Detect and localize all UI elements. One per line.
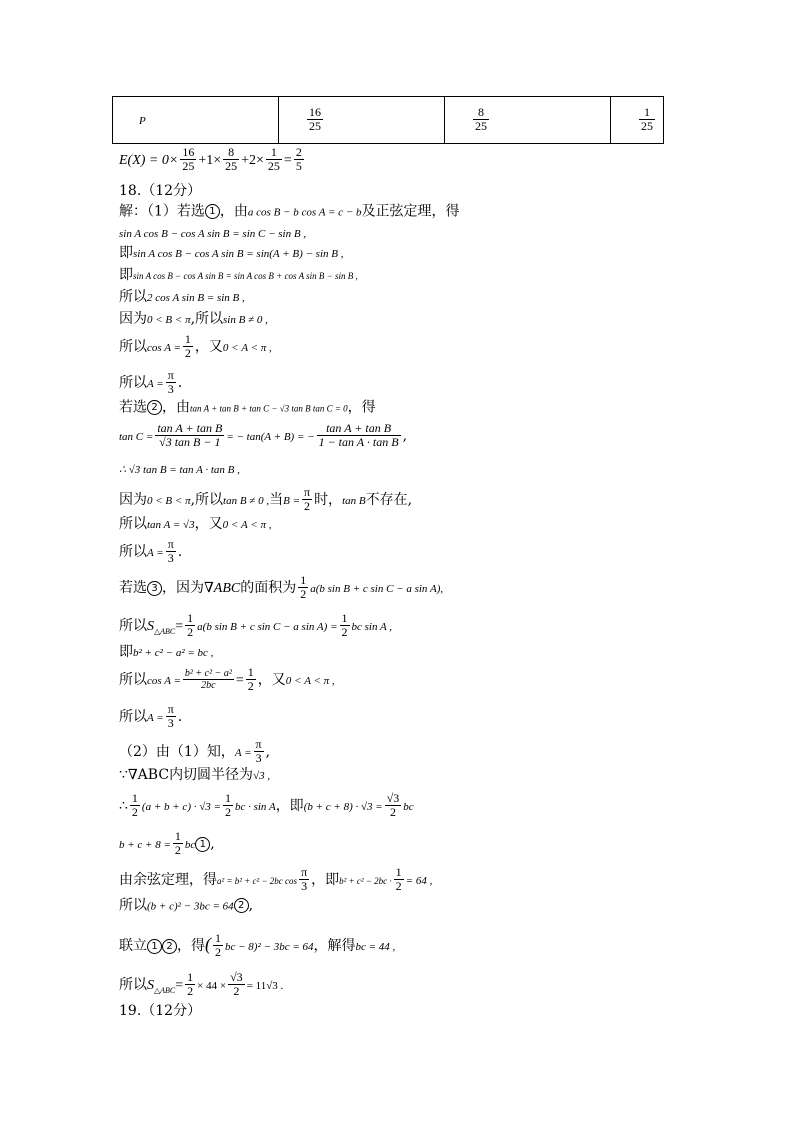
text: , xyxy=(402,428,408,444)
numerator: π xyxy=(167,537,174,551)
math: = 11√3 . xyxy=(246,980,284,992)
fraction xyxy=(266,146,282,174)
math: 0 < A < π , xyxy=(222,519,272,531)
text: 时， xyxy=(314,492,343,508)
expectation-term: +2× xyxy=(241,153,264,168)
denominator: 25 xyxy=(641,119,653,134)
text: 解：（1）若选 xyxy=(119,203,205,220)
solution-line xyxy=(119,312,268,326)
numerator: 1 xyxy=(639,106,655,120)
solution-line xyxy=(119,204,459,219)
denominator: 2 xyxy=(215,945,221,960)
table-cell xyxy=(611,97,664,144)
solution-line xyxy=(119,400,376,415)
solution-line xyxy=(119,738,270,766)
math: sin B ≠ 0 , xyxy=(223,314,268,326)
text: ,所以 xyxy=(190,311,224,327)
circled-two: 2 xyxy=(162,939,177,954)
math: ( xyxy=(205,934,211,954)
fraction xyxy=(183,333,193,361)
numerator: 8 xyxy=(473,106,489,120)
expectation-lhs: E(X) = 0× xyxy=(119,153,179,168)
math: A = xyxy=(147,712,164,724)
denominator: 3 xyxy=(301,879,308,894)
numerator: π xyxy=(304,485,311,499)
math: bc − 8)² − 3bc = 64 xyxy=(225,941,314,953)
denominator: 25 xyxy=(182,159,195,174)
denominator: √3 tan B − 1 xyxy=(159,435,221,450)
q19-header: 19.（12分） xyxy=(119,1003,202,1019)
text: 即 xyxy=(119,245,133,261)
text: 所以 xyxy=(119,618,147,634)
denominator: 2 xyxy=(300,587,307,602)
fraction xyxy=(254,738,264,766)
denominator: 2 xyxy=(390,805,396,820)
denominator: 25 xyxy=(267,159,280,174)
fraction xyxy=(183,668,234,692)
fraction xyxy=(299,866,309,894)
numerator: tan A + tan B xyxy=(317,422,401,436)
fraction xyxy=(228,971,245,999)
text: . xyxy=(177,709,183,725)
text: 所以 xyxy=(119,709,147,725)
math: √3 , xyxy=(253,770,271,782)
solution-line xyxy=(119,246,343,260)
solution-line xyxy=(119,538,182,566)
math: bc sin A , xyxy=(351,621,393,633)
text: , xyxy=(248,897,254,914)
math: = − tan(A + B) = − xyxy=(226,431,315,443)
text: ，由 xyxy=(219,203,248,220)
text: 所以 xyxy=(119,544,147,560)
fraction xyxy=(246,666,256,694)
text: 所以 xyxy=(119,339,147,355)
text: . xyxy=(177,375,183,391)
fraction xyxy=(166,703,176,731)
text: , xyxy=(265,744,271,760)
denominator: 25 xyxy=(475,119,487,134)
numerator: 1 xyxy=(187,970,194,984)
math: ∴ √3 tan B = tan A · tan B , xyxy=(119,464,240,476)
numerator: √3 xyxy=(386,791,400,805)
math: 0 < B < π xyxy=(147,495,191,507)
numerator: 8 xyxy=(223,146,239,160)
fraction xyxy=(294,146,304,174)
fraction xyxy=(180,146,196,174)
circled-two: 2 xyxy=(147,400,162,415)
circled-one: 1 xyxy=(195,837,210,852)
text: ，又 xyxy=(194,339,223,355)
text: 即 xyxy=(119,267,133,283)
fraction xyxy=(155,422,224,450)
solution-line xyxy=(119,462,240,476)
text: ，即 xyxy=(275,798,304,814)
denominator: 2 xyxy=(224,805,231,820)
math: 0 < A < π , xyxy=(222,342,272,354)
numerator: π xyxy=(167,368,174,382)
denominator: 2 xyxy=(395,879,402,894)
text: 的面积为 xyxy=(240,580,297,596)
numerator: √3 xyxy=(230,970,243,984)
math: bc xyxy=(184,839,196,851)
fraction xyxy=(223,146,239,174)
equals: = xyxy=(175,619,184,634)
text: ，即 xyxy=(311,872,340,888)
math: tan B ≠ 0 , xyxy=(223,495,270,507)
text: 内切圆半径为 xyxy=(169,767,254,783)
solution-line xyxy=(119,333,272,361)
math: tan B xyxy=(342,495,366,507)
denominator: 2 xyxy=(247,679,254,694)
solution-line xyxy=(119,486,412,514)
expectation-term: +1× xyxy=(198,153,222,168)
text: ，又 xyxy=(257,672,286,688)
denominator: 2bc xyxy=(201,680,216,692)
numerator: 1 xyxy=(247,665,254,679)
fraction xyxy=(317,422,401,450)
text: ∵∇ABC xyxy=(119,767,170,783)
q18-header: 18.（12分） xyxy=(119,183,202,199)
denominator: 5 xyxy=(295,159,302,174)
fraction xyxy=(130,792,140,820)
text: 若选 xyxy=(119,580,147,596)
math: A = xyxy=(147,547,164,559)
math: A = xyxy=(234,747,252,759)
fraction xyxy=(298,574,308,602)
fraction xyxy=(213,932,223,960)
fraction xyxy=(385,792,402,820)
math: sin A cos B − cos A sin B = sin A cos B + cos A sin B − sin B , xyxy=(133,271,358,281)
numerator: 1 xyxy=(184,332,191,346)
numerator: 1 xyxy=(395,865,402,879)
text: ，得 xyxy=(177,938,205,954)
fraction xyxy=(302,486,312,514)
numerator: b² + c² − a² xyxy=(184,668,232,680)
numerator: π xyxy=(301,865,308,879)
numerator: 1 xyxy=(341,611,348,625)
solution-line xyxy=(119,932,395,960)
fraction xyxy=(185,971,195,999)
solution-line xyxy=(119,645,213,659)
text: 即 xyxy=(119,644,133,660)
text: 因为 xyxy=(119,492,147,508)
numerator: 1 xyxy=(300,573,307,587)
math: b² + c² − a² = bc , xyxy=(133,647,214,659)
text: ，由 xyxy=(162,399,190,416)
math: a² = b² + c² − 2bc cos xyxy=(217,876,298,886)
math: × 44 × xyxy=(197,980,227,992)
text: ，因为 xyxy=(162,580,204,596)
solution-line xyxy=(119,268,358,282)
math: 0 < A < π , xyxy=(285,675,335,687)
math: (b + c)² − 3bc = 64 xyxy=(147,900,234,913)
equals: = xyxy=(283,153,292,168)
solution-line xyxy=(119,830,215,858)
fraction xyxy=(340,612,350,640)
denominator: 1 − tan A · tan B xyxy=(318,435,399,450)
text: 及正弦定理，得 xyxy=(361,203,460,220)
fraction xyxy=(173,830,183,858)
fraction xyxy=(394,866,404,894)
numerator: 1 xyxy=(266,146,282,160)
text: 所以 xyxy=(119,516,147,532)
math: a cos B − b cos A = c − b xyxy=(247,206,362,219)
equals: = xyxy=(175,978,184,993)
numerator: 2 xyxy=(295,145,302,159)
numerator: 1 xyxy=(131,791,138,805)
denominator: 2 xyxy=(131,805,138,820)
numerator: 16 xyxy=(182,145,195,159)
fraction xyxy=(166,369,176,397)
numerator: 16 xyxy=(309,105,321,119)
table-row xyxy=(113,97,664,144)
solution-line xyxy=(119,971,283,999)
math: B = xyxy=(283,495,300,507)
math: a(b sin B + c sin C − a sin A), xyxy=(310,583,444,595)
denominator: 2 xyxy=(187,625,194,640)
text: ,所以 xyxy=(190,492,224,508)
math: S xyxy=(147,978,154,993)
circled-three: 3 xyxy=(147,581,162,596)
solution-line xyxy=(119,666,335,694)
solution-line xyxy=(119,517,271,531)
numerator: 1 xyxy=(187,611,194,625)
solution-line xyxy=(119,768,270,782)
denominator: 3 xyxy=(167,382,174,397)
subscript: △ABC xyxy=(154,626,176,636)
solution-line xyxy=(119,574,443,602)
denominator: 3 xyxy=(167,716,174,731)
text: 所以 xyxy=(119,897,147,914)
math: ∇ABC xyxy=(204,581,241,596)
math: sin A cos B − cos A sin B = sin(A + B) − sin B , xyxy=(133,248,344,260)
subscript: △ABC xyxy=(154,985,176,995)
expectation-line xyxy=(119,146,306,174)
fraction xyxy=(639,106,655,134)
numerator: 1 xyxy=(215,931,221,945)
text: 因为 xyxy=(119,311,147,327)
denominator: 3 xyxy=(255,751,262,766)
text: . xyxy=(177,544,183,560)
table-cell xyxy=(445,97,611,144)
text: 不存在, xyxy=(365,492,413,508)
fraction xyxy=(185,612,195,640)
denominator: 2 xyxy=(174,843,181,858)
text: 所以 xyxy=(119,289,147,305)
math: 2 cos A sin B = sin B , xyxy=(147,292,245,304)
math: cos A = xyxy=(147,342,181,354)
math: S xyxy=(147,619,154,634)
solution-line xyxy=(119,898,253,913)
solution-line xyxy=(119,792,414,820)
math: tan A + tan B + tan C − √3 tan B tan C = 0 xyxy=(190,403,348,414)
math: sin A cos B − cos A sin B = sin C − sin B , xyxy=(119,228,307,240)
text: ，得 xyxy=(347,399,376,416)
solution-line xyxy=(119,369,182,397)
denominator: 25 xyxy=(225,159,238,174)
fraction xyxy=(166,538,176,566)
numerator: 1 xyxy=(224,791,231,805)
math: A = xyxy=(147,378,164,390)
fraction xyxy=(223,792,233,820)
text: 联立 xyxy=(119,938,147,954)
numerator: π xyxy=(167,702,174,716)
denominator: 3 xyxy=(167,551,174,566)
math: tan A = √3 xyxy=(147,519,195,531)
circled-two: 2 xyxy=(234,898,249,913)
text: （2）由（1）知， xyxy=(119,744,235,760)
numerator: 1 xyxy=(174,829,181,843)
fraction xyxy=(473,106,489,134)
denominator: 2 xyxy=(184,346,191,361)
denominator: 2 xyxy=(233,984,240,999)
math: tan C = xyxy=(119,431,154,443)
table-label-cell xyxy=(113,97,279,144)
math: (a + b + c) · √3 = xyxy=(141,801,221,813)
distribution-table xyxy=(112,96,664,144)
solution-line xyxy=(119,422,407,450)
text: ，解得 xyxy=(313,938,356,954)
equals: = xyxy=(235,673,244,688)
text: 若选 xyxy=(119,399,147,416)
text: 所以 xyxy=(119,375,147,391)
text: 所以 xyxy=(119,977,147,993)
numerator: tan A + tan B xyxy=(157,421,223,435)
denominator: 2 xyxy=(341,625,348,640)
prob-label: P xyxy=(139,115,146,127)
solution-line xyxy=(119,612,392,640)
circled-one: 1 xyxy=(205,204,220,219)
math: cos A = xyxy=(147,675,181,687)
denominator: 25 xyxy=(309,119,321,134)
text: , xyxy=(210,836,215,852)
text: 由余弦定理，得 xyxy=(119,872,217,888)
math: b² + c² − 2bc · xyxy=(339,876,392,886)
math: b + c + 8 = xyxy=(119,839,171,851)
math: a(b sin B + c sin C − a sin A) = xyxy=(197,621,338,633)
solution-line xyxy=(119,290,245,304)
math: = 64 , xyxy=(405,875,433,887)
math: bc · sin A xyxy=(234,801,276,813)
fraction xyxy=(307,106,323,134)
math: 0 < B < π xyxy=(147,314,191,326)
math: (b + c + 8) · √3 = xyxy=(303,801,383,813)
solution-line xyxy=(119,703,182,731)
denominator: 2 xyxy=(304,499,311,514)
table-cell xyxy=(279,97,445,144)
text: 所以 xyxy=(119,672,147,688)
denominator: 2 xyxy=(187,984,194,999)
numerator: π xyxy=(255,737,262,751)
text: ∴ xyxy=(119,798,128,814)
math: bc = 44 , xyxy=(355,941,396,953)
circled-one: 1 xyxy=(147,939,162,954)
math: bc xyxy=(403,801,414,813)
text: ，又 xyxy=(194,516,223,532)
solution-line xyxy=(119,226,306,240)
text: 当 xyxy=(269,492,284,508)
solution-line xyxy=(119,866,432,894)
